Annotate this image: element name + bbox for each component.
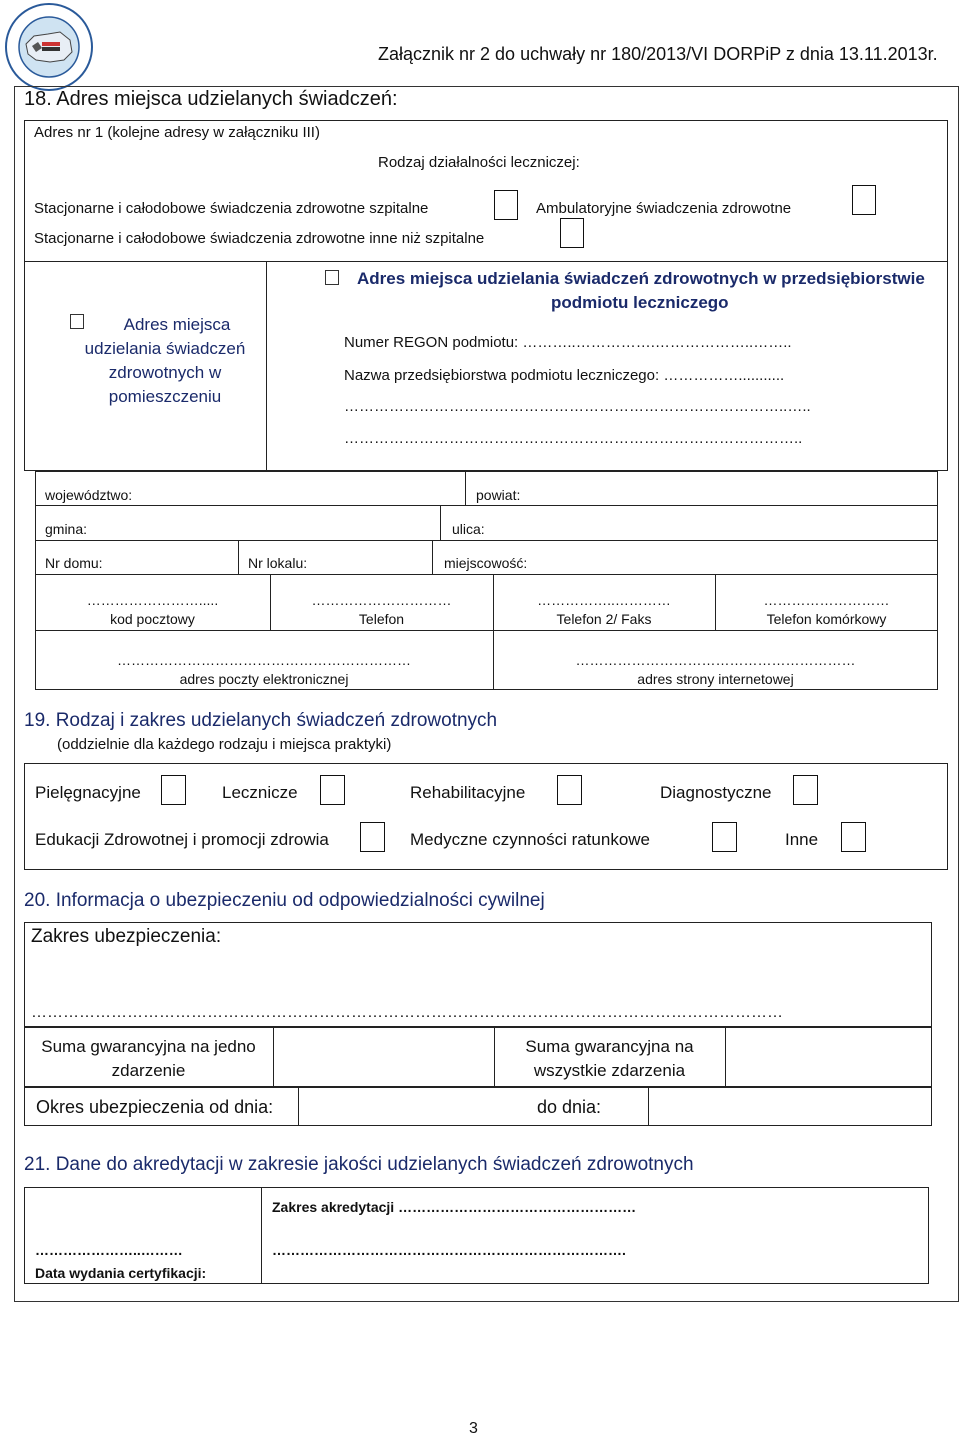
service-rescue-checkbox[interactable] — [712, 822, 737, 852]
premises-label-line: Adres miejsca — [123, 315, 231, 334]
sum-per-event-line: zdarzenie — [111, 1061, 186, 1080]
certificate-date-dots[interactable]: …………………..……… — [35, 1242, 183, 1258]
service-treatment-checkbox[interactable] — [320, 775, 345, 805]
website-label: adres strony internetowej — [637, 671, 794, 687]
email-label: adres poczty elektronicznej — [179, 671, 349, 687]
premises-label-line: zdrowotnych w — [108, 363, 222, 382]
enterprise-checkbox[interactable] — [325, 270, 339, 285]
service-nursing-checkbox[interactable] — [161, 775, 186, 805]
option-ambulatory-checkbox[interactable] — [852, 185, 876, 215]
period-to-label: do dnia: — [537, 1097, 602, 1117]
section-18-title: 18. Adres miejsca udzielanych świadczeń: — [24, 88, 398, 110]
section-19-subtitle: (oddzielnie dla każdego rodzaju i miejsca praktyki) — [57, 736, 392, 753]
website-dots[interactable]: …………………………………………………… — [575, 652, 856, 668]
street-field[interactable]: ulica: — [452, 521, 485, 537]
enterprise-label: Adres miejsca udzielania świadczeń zdrowotnych w przedsiębiorstwie — [357, 269, 925, 288]
sum-all-events-line: Suma gwarancyjna na — [525, 1037, 694, 1056]
mobile-dots[interactable]: ……………………… — [763, 592, 890, 608]
sum-all-events-label — [494, 1035, 725, 1083]
address-number-label: Adres nr 1 (kolejne adresy w załączniku III) — [34, 124, 320, 141]
phone-label: Telefon — [358, 611, 405, 627]
service-diagnostic-checkbox[interactable] — [793, 775, 818, 805]
certificate-date-label: Data wydania certyfikacji: — [35, 1265, 207, 1281]
town-field[interactable]: miejscowość: — [444, 555, 528, 571]
option-hospital-label: Stacjonarne i całodobowe świadczenia zdrowotne szpitalne — [34, 200, 429, 217]
company-name-continuation[interactable]: ……………………………………………………………………………….. — [344, 430, 803, 447]
accreditation-scope-field[interactable]: Zakres akredytacji …………………………………………… — [272, 1199, 637, 1215]
mobile-label: Telefon komórkowy — [766, 611, 887, 627]
premises-label — [60, 313, 270, 409]
option-other-checkbox[interactable] — [560, 218, 584, 248]
period-from-label: Okres ubezpieczenia od dnia: — [36, 1097, 274, 1117]
sum-per-event-input[interactable] — [274, 1028, 493, 1086]
service-other-checkbox[interactable] — [841, 822, 866, 852]
sum-per-event-label — [24, 1035, 273, 1083]
chamber-seal-logo — [4, 2, 94, 92]
phone2-dots[interactable]: ……………..………… — [537, 592, 671, 608]
activity-type-label: Rodzaj działalności leczniczej: — [378, 154, 580, 171]
postcode-dots[interactable]: ……………………..... — [86, 592, 219, 608]
period-to-input[interactable] — [649, 1088, 931, 1125]
house-number-field[interactable]: Nr domu: — [45, 555, 103, 571]
option-ambulatory-label: Ambulatoryjne świadczenia zdrowotne — [536, 200, 792, 217]
accreditation-scope-dots[interactable]: …………………………………………………………………. — [272, 1242, 626, 1258]
regon-field[interactable]: Numer REGON podmiotu: ………..…………….………………..…….. — [344, 334, 792, 351]
apartment-number-field[interactable]: Nr lokalu: — [248, 555, 308, 571]
service-treatment-label: Lecznicze — [222, 783, 298, 802]
annex-reference: Załącznik nr 2 do uchwały nr 180/2013/VI DORPiP z dnia 13.11.2013r. — [378, 44, 938, 64]
section-20-title: 20. Informacja o ubezpieczeniu od odpowiedzialności cywilnej — [24, 890, 545, 911]
period-from-input[interactable] — [299, 1088, 529, 1125]
email-dots[interactable]: ……………………………………………………… — [117, 652, 411, 668]
sum-all-events-line: wszystkie zdarzenia — [533, 1061, 686, 1080]
service-education-label: Edukacji Zdrowotnej i promocji zdrowia — [35, 830, 329, 849]
service-nursing-label: Pielęgnacyjne — [35, 783, 141, 802]
page-number: 3 — [469, 1420, 478, 1437]
service-education-checkbox[interactable] — [360, 822, 385, 852]
service-rescue-label: Medyczne czynności ratunkowe — [410, 830, 651, 849]
company-name-continuation[interactable]: ……………………………………………………………………………..….. — [344, 398, 811, 415]
enterprise-label-cont: podmiotu leczniczego — [551, 293, 729, 312]
insurance-scope-label: Zakres ubezpieczenia: — [31, 926, 222, 947]
service-rehab-label: Rehabilitacyjne — [410, 783, 526, 802]
section-19-title: 19. Rodzaj i zakres udzielanych świadczeń zdrowotnych — [24, 710, 498, 731]
phone-dots[interactable]: ………………………… — [311, 592, 452, 608]
county-field[interactable]: powiat: — [476, 487, 521, 503]
phone2-fax-label: Telefon 2/ Faks — [556, 611, 652, 627]
sum-per-event-line: Suma gwarancyjna na jedno — [41, 1037, 256, 1056]
service-rehab-checkbox[interactable] — [557, 775, 582, 805]
option-other-label: Stacjonarne i całodobowe świadczenia zdrowotne inne niż szpitalne — [34, 230, 485, 247]
premises-label-line: pomieszczeniu — [108, 387, 222, 406]
section-21-title: 21. Dane do akredytacji w zakresie jakości udzielanych świadczeń zdrowotnych — [24, 1154, 694, 1175]
company-name-field[interactable]: Nazwa przedsiębiorstwa podmiotu leczniczego: ……………........... — [344, 367, 785, 384]
insurance-scope-dots[interactable]: …………………………………………………………………………………………………………………………… — [31, 1004, 783, 1021]
service-other-label: Inne — [785, 830, 819, 849]
voivodeship-field[interactable]: województwo: — [45, 487, 133, 503]
commune-field[interactable]: gmina: — [45, 521, 88, 537]
postcode-label: kod pocztowy — [110, 611, 195, 627]
sum-all-events-input[interactable] — [726, 1028, 931, 1086]
premises-label-line: udzielania świadczeń — [84, 339, 246, 358]
service-diagnostic-label: Diagnostyczne — [660, 783, 772, 802]
option-hospital-checkbox[interactable] — [494, 190, 518, 220]
